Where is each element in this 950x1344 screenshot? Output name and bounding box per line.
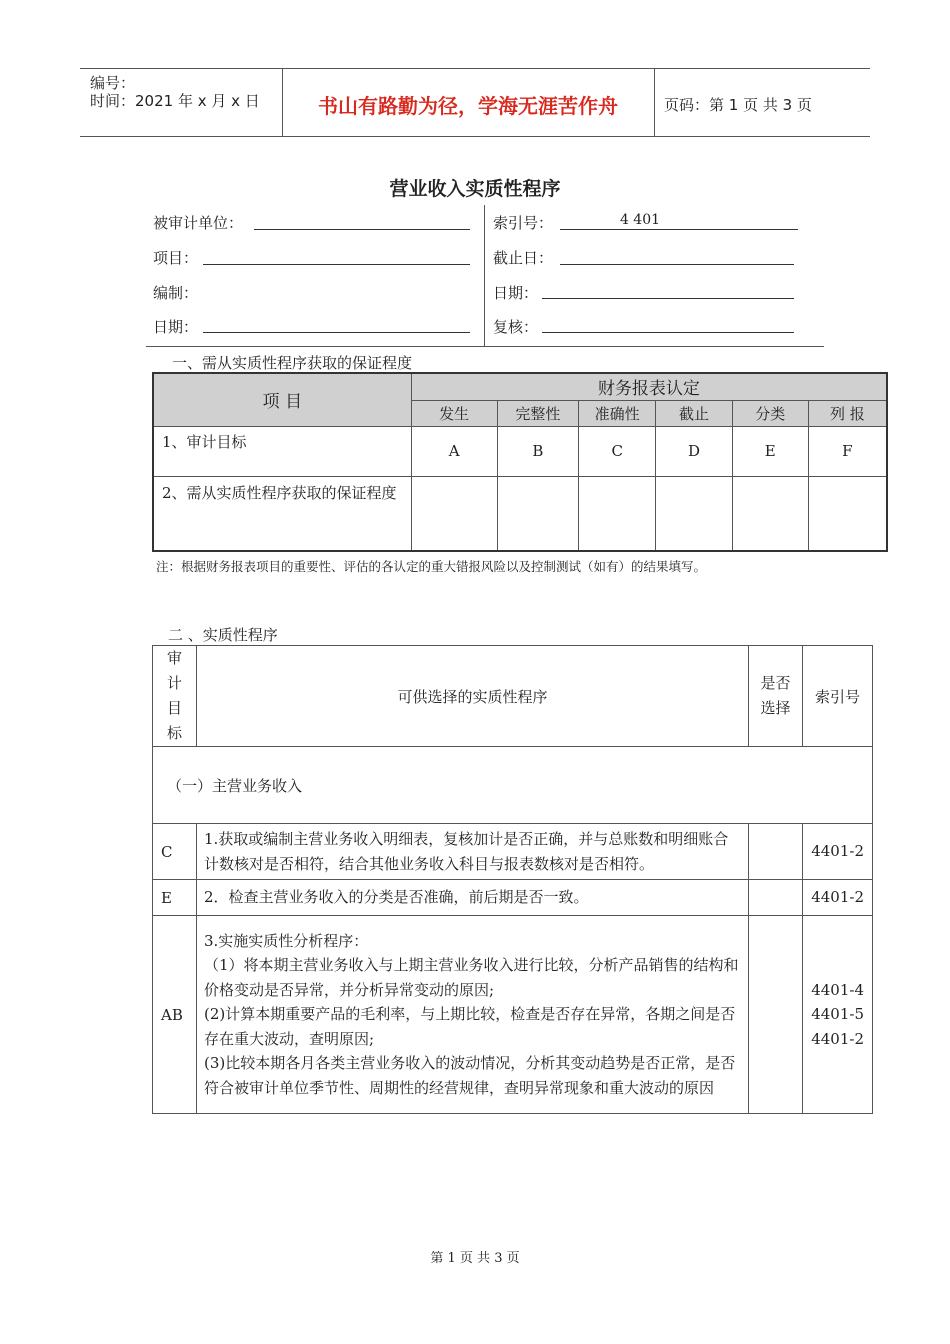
col-occurrence: 发生 xyxy=(411,400,497,426)
table-row xyxy=(153,824,873,880)
goal-cell: C xyxy=(153,824,197,880)
date-left-field[interactable] xyxy=(203,332,470,333)
procedure-line: 3.实施实质性分析程序： xyxy=(203,931,369,950)
col-selected-header: 是否选择 xyxy=(749,646,803,747)
info-bottom-rule xyxy=(146,346,824,347)
row1-value: D xyxy=(656,426,733,476)
auditee-field[interactable] xyxy=(254,229,470,230)
header-top-rule xyxy=(80,68,870,69)
row1-value: A xyxy=(411,426,497,476)
row1-value: F xyxy=(808,426,887,476)
number-label: 编号： xyxy=(90,74,136,92)
time-label: 时间：2021 年 x 月 x 日 xyxy=(90,92,260,110)
row2-cell[interactable] xyxy=(656,476,733,551)
table-row xyxy=(153,880,873,916)
cutoff-field[interactable] xyxy=(560,264,794,265)
date-right-label: 日期： xyxy=(493,284,539,302)
index-ref: 4401-5 xyxy=(811,1005,864,1024)
motto: 书山有路勤为径，学海无涯苦作舟 xyxy=(318,94,618,118)
col-index-header: 索引号 xyxy=(803,646,873,747)
date-right-field[interactable] xyxy=(542,298,794,299)
col-presentation: 列 报 xyxy=(808,400,887,426)
col-procedure-header: 可供选择的实质性程序 xyxy=(196,646,748,747)
selected-cell[interactable] xyxy=(749,880,803,916)
row2-cell[interactable] xyxy=(411,476,497,551)
procedure-text xyxy=(196,916,748,1114)
row2-label: 2、需从实质性程序获取的保证程度 xyxy=(153,476,411,551)
info-vertical-divider xyxy=(484,205,485,347)
section2-heading: 二 、实质性程序 xyxy=(168,626,278,644)
procedure-line: (2)计算本期重要产品的毛利率，与上期比较，检查是否存在异常，各期之间是否存在重大波动，查明原因; xyxy=(203,1005,736,1048)
project-label: 项目： xyxy=(153,249,199,267)
assurance-table xyxy=(152,372,888,552)
procedure-text: 1.获取或编制主营业务收入明细表，复核加计是否正确，并与总账数和明细账合计数核对是否相符，结合其他业务收入科目与报表数核对是否相符。 xyxy=(196,824,748,880)
row2-cell[interactable] xyxy=(808,476,887,551)
row1-value: C xyxy=(579,426,656,476)
row2-cell[interactable] xyxy=(497,476,579,551)
group-title: （一）主营业务收入 xyxy=(153,747,873,824)
prepared-label: 编制： xyxy=(153,284,199,302)
col-cutoff: 截止 xyxy=(656,400,733,426)
index-field[interactable] xyxy=(560,229,798,230)
procedure-line: (3)比较本期各月各类主营业务收入的波动情况，分析其变动趋势是否正常，是否符合被审计单位季节性、周期性的经营规律，查明异常现象和重大波动的原因 xyxy=(203,1054,736,1097)
procedure-line: （1）将本期主营业务收入与上期主营业务收入进行比较，分析产品销售的结构和价格变动是否异常，并分析异常变动的原因; xyxy=(203,956,739,999)
selected-cell[interactable] xyxy=(749,824,803,880)
auditee-label: 被审计单位： xyxy=(153,214,244,232)
page-title: 营业收入实质性程序 xyxy=(389,178,561,200)
procedures-table xyxy=(152,645,873,1114)
row1-label: 1、审计目标 xyxy=(153,426,411,476)
goal-cell: AB xyxy=(153,916,197,1114)
cutoff-label: 截止日： xyxy=(493,249,554,267)
index-value: 4 401 xyxy=(619,212,661,228)
table-note: 注：根据财务报表项目的重要性、评估的各认定的重大错报风险以及控制测试（如有）的结果填写。 xyxy=(156,559,707,574)
col-completeness: 完整性 xyxy=(497,400,579,426)
row2-cell[interactable] xyxy=(579,476,656,551)
procedure-text: 2．检查主营业务收入的分类是否准确，前后期是否一致。 xyxy=(196,880,748,916)
col-classification: 分类 xyxy=(732,400,808,426)
header-bottom-rule xyxy=(80,136,870,137)
item-header: 项 目 xyxy=(153,373,411,426)
table-row xyxy=(153,916,873,1114)
index-ref: 4401-4 xyxy=(811,980,864,999)
section1-heading: 一、需从实质性程序获取的保证程度 xyxy=(172,354,413,372)
assertion-header: 财务报表认定 xyxy=(411,373,887,400)
row1-value: B xyxy=(497,426,579,476)
review-field[interactable] xyxy=(542,332,794,333)
index-ref: 4401-2 xyxy=(811,1029,864,1048)
date-left-label: 日期： xyxy=(153,318,199,336)
goal-cell: E xyxy=(153,880,197,916)
selected-cell[interactable] xyxy=(749,916,803,1114)
index-ref: 4401-2 xyxy=(803,824,873,880)
project-field[interactable] xyxy=(203,264,470,265)
index-ref: 4401-2 xyxy=(803,880,873,916)
col-goal-header: 审计目标 xyxy=(153,646,197,747)
index-label: 索引号： xyxy=(493,214,554,232)
row2-cell[interactable] xyxy=(732,476,808,551)
page-footer: 第 1 页 共 3 页 xyxy=(430,1251,520,1266)
index-ref-group xyxy=(803,916,873,1114)
page-code: 页码：第 1 页 共 3 页 xyxy=(664,96,812,114)
review-label: 复核： xyxy=(493,318,539,336)
header-divider-right xyxy=(654,68,655,136)
col-accuracy: 准确性 xyxy=(579,400,656,426)
row1-value: E xyxy=(732,426,808,476)
